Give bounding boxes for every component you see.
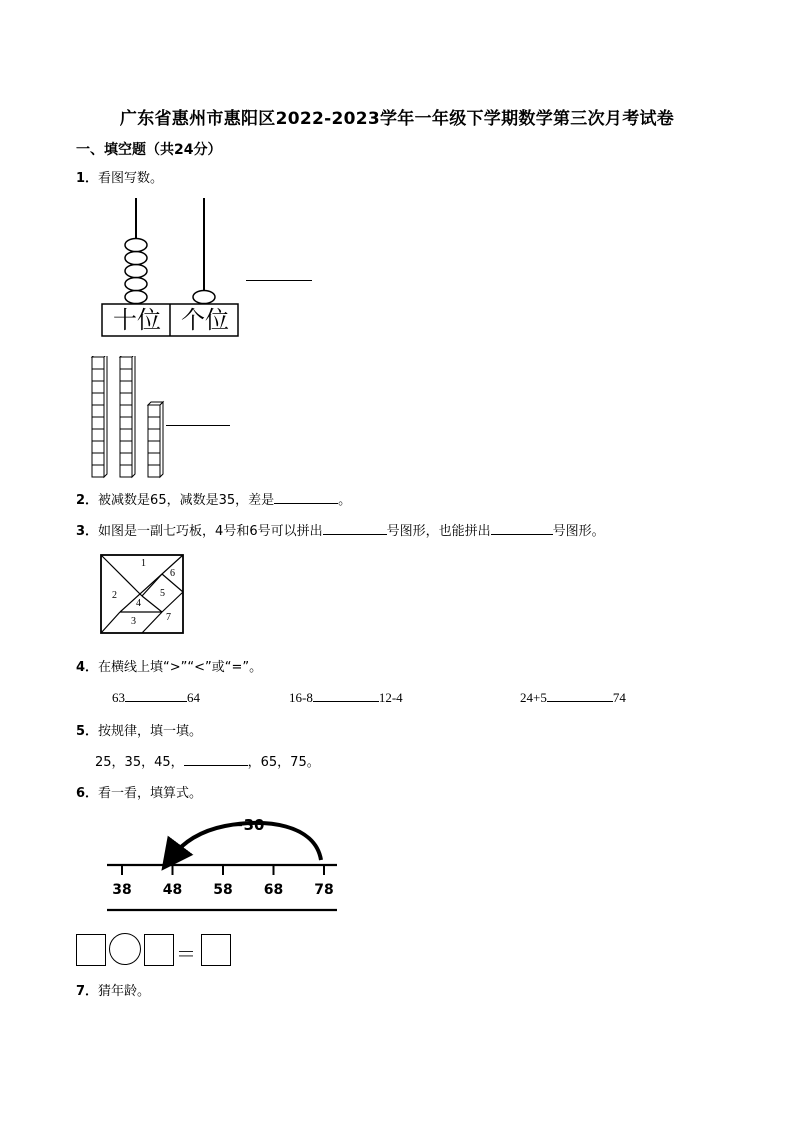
compare-right: 74 <box>612 690 626 705</box>
equation-box[interactable] <box>144 934 174 966</box>
number-line-figure <box>105 812 340 914</box>
sequence-line <box>95 751 320 770</box>
answer-blank[interactable] <box>274 491 338 504</box>
tens-place-label: 十位 <box>113 306 161 334</box>
operator-circle[interactable] <box>109 933 141 965</box>
unit-cube <box>120 357 132 369</box>
loose-cubes <box>148 402 163 477</box>
ones-beads <box>193 291 215 304</box>
question-text: 看一看，填算式。 <box>98 786 203 801</box>
question-text: 被减数是65，减数是35，差是 <box>98 493 275 508</box>
tens-beads <box>125 239 147 304</box>
unit-cube <box>120 441 132 453</box>
unit-cube <box>148 417 160 429</box>
unit-cube <box>120 429 132 441</box>
question-number: 5． <box>76 724 99 739</box>
unit-cube <box>92 417 104 429</box>
question-number: 6． <box>76 786 99 801</box>
cubes-svg <box>90 356 170 480</box>
equation-box[interactable] <box>76 934 106 966</box>
unit-cube <box>92 453 104 465</box>
question-2 <box>76 489 351 508</box>
unit-cube <box>148 465 160 477</box>
answer-blank-cubes[interactable] <box>166 425 230 426</box>
question-text: 猜年龄。 <box>98 984 151 999</box>
compare-blank[interactable] <box>125 689 187 702</box>
question-4 <box>76 656 262 675</box>
tangram-label: 3 <box>131 616 136 627</box>
question-7 <box>76 980 150 999</box>
unit-cube <box>148 453 160 465</box>
tangram-edge <box>162 592 183 612</box>
sequence-start: 25，35，45， <box>95 755 184 770</box>
compare-left: 24+5 <box>520 690 547 705</box>
tangram-edge <box>101 612 120 633</box>
section-heading: 一、填空题（共24分） <box>76 142 222 158</box>
ten-rod <box>92 356 107 477</box>
question-3 <box>76 520 605 539</box>
compare-left: 63 <box>112 690 125 705</box>
compare-right: 64 <box>187 690 200 705</box>
sequence-blank[interactable] <box>184 753 248 766</box>
question-text-end: 。 <box>338 493 352 508</box>
tangram-figure <box>100 554 184 634</box>
tangram-edge <box>142 574 162 596</box>
compare-item-1 <box>112 689 200 706</box>
answer-blank-abacus[interactable] <box>246 268 312 281</box>
unit-cube <box>92 369 104 381</box>
unit-cube <box>92 441 104 453</box>
compare-item-2 <box>289 689 403 706</box>
abacus-bead <box>125 239 147 252</box>
cubes-figure <box>90 356 170 480</box>
equation-box[interactable] <box>201 934 231 966</box>
question-text-middle: 号图形，也能拼出 <box>386 524 491 539</box>
tangram-label: 1 <box>141 558 146 569</box>
unit-cube <box>148 405 160 417</box>
compare-blank[interactable] <box>547 689 613 702</box>
tick-label: 78 <box>314 882 334 898</box>
unit-cube <box>148 429 160 441</box>
sequence-end: ，65，75。 <box>247 755 320 770</box>
compare-blank[interactable] <box>313 689 379 702</box>
question-1 <box>76 167 163 186</box>
abacus-bead <box>125 278 147 291</box>
unit-cube <box>92 465 104 477</box>
question-number: 4． <box>76 660 99 675</box>
unit-cube <box>92 429 104 441</box>
unit-cube <box>92 357 104 369</box>
question-6 <box>76 782 202 801</box>
unit-cube <box>120 369 132 381</box>
tangram-label: 5 <box>160 588 165 599</box>
abacus-figure <box>100 198 242 340</box>
tick-label: 38 <box>112 882 132 898</box>
unit-cube <box>120 381 132 393</box>
tick-label: 58 <box>213 882 233 898</box>
ones-place-label: 个位 <box>181 306 229 334</box>
abacus-bead <box>125 252 147 265</box>
equals-sign: ＝ <box>176 942 196 966</box>
unit-cube <box>120 453 132 465</box>
question-number: 3． <box>76 524 99 539</box>
question-number: 7． <box>76 984 99 999</box>
compare-right: 12-4 <box>378 690 403 705</box>
ten-rod <box>120 356 135 477</box>
unit-cube <box>120 417 132 429</box>
tangram-label: 2 <box>112 590 117 601</box>
number-line-svg <box>105 812 340 914</box>
question-number: 2． <box>76 493 99 508</box>
tangram-label: 6 <box>170 568 175 579</box>
unit-cube <box>120 465 132 477</box>
tangram-edge <box>142 596 162 612</box>
jump-label: −30 <box>231 816 265 834</box>
unit-cube <box>92 405 104 417</box>
tangram-edge <box>142 612 162 633</box>
tangram-label: 4 <box>136 598 141 609</box>
tick-group <box>112 865 333 898</box>
compare-item-3 <box>520 689 626 706</box>
unit-cube <box>92 393 104 405</box>
unit-cube <box>92 381 104 393</box>
abacus-bead <box>125 265 147 278</box>
tick-label: 48 <box>162 882 183 898</box>
question-number: 1． <box>76 171 99 186</box>
question-text: 如图是一副七巧板，4号和6号可以拼出 <box>98 524 323 539</box>
question-text: 按规律，填一填。 <box>98 724 203 739</box>
tangram-edge <box>101 555 142 596</box>
page-title: 广东省惠州市惠阳区2022-2023学年一年级下学期数学第三次月考试卷 <box>119 109 675 129</box>
abacus-bead <box>125 291 147 304</box>
tangram-label: 7 <box>166 612 171 623</box>
abacus-bead <box>193 291 215 304</box>
tick-label: 68 <box>263 882 284 898</box>
compare-left: 16-8 <box>289 690 313 705</box>
question-text: 在横线上填“>”“<”或“=”。 <box>98 660 263 675</box>
unit-cube <box>120 393 132 405</box>
question-text: 看图写数。 <box>98 171 164 186</box>
unit-cube <box>120 405 132 417</box>
question-5 <box>76 720 202 739</box>
answer-blank[interactable] <box>491 522 553 535</box>
unit-cube <box>148 441 160 453</box>
answer-blank[interactable] <box>323 522 387 535</box>
question-text-end: 号图形。 <box>552 524 605 539</box>
